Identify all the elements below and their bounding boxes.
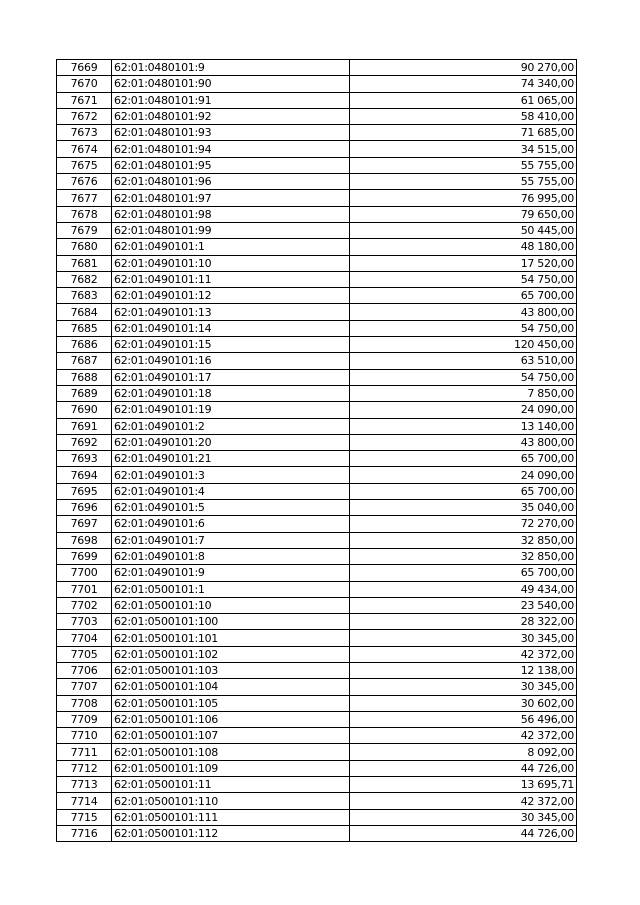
cadastral-number-cell: 62:01:0480101:91 (112, 92, 350, 108)
table-row (57, 108, 577, 124)
cadastral-number-cell: 62:01:0490101:5 (112, 500, 350, 516)
cadastral-number-cell: 62:01:0500101:112 (112, 825, 350, 841)
cadastral-value-cell: 12 138,00 (350, 662, 577, 678)
row-number-cell: 7715 (57, 809, 112, 825)
table-row (57, 451, 577, 467)
cadastral-value-cell: 42 372,00 (350, 646, 577, 662)
cadastral-value-cell: 44 726,00 (350, 760, 577, 776)
table-row (57, 711, 577, 727)
table-row (57, 157, 577, 173)
cadastral-number-cell: 62:01:0500101:111 (112, 809, 350, 825)
row-number-cell: 7670 (57, 76, 112, 92)
table-row (57, 467, 577, 483)
table-row (57, 141, 577, 157)
row-number-cell: 7700 (57, 565, 112, 581)
cadastral-value-cell: 17 520,00 (350, 255, 577, 271)
cadastral-value-cell: 30 345,00 (350, 630, 577, 646)
cadastral-number-cell: 62:01:0500101:104 (112, 679, 350, 695)
table-row (57, 337, 577, 353)
cadastral-number-cell: 62:01:0500101:101 (112, 630, 350, 646)
cadastral-value-cell: 65 700,00 (350, 451, 577, 467)
row-number-cell: 7716 (57, 825, 112, 841)
table-row (57, 255, 577, 271)
cadastral-number-cell: 62:01:0490101:16 (112, 353, 350, 369)
cadastral-value-cell: 23 540,00 (350, 597, 577, 613)
table-row (57, 222, 577, 238)
cadastral-number-cell: 62:01:0500101:100 (112, 614, 350, 630)
cadastral-value-cell: 30 345,00 (350, 809, 577, 825)
table-row (57, 288, 577, 304)
cadastral-value-cell: 49 434,00 (350, 581, 577, 597)
cadastral-number-cell: 62:01:0490101:13 (112, 304, 350, 320)
cadastral-value-cell: 65 700,00 (350, 288, 577, 304)
row-number-cell: 7714 (57, 793, 112, 809)
row-number-cell: 7672 (57, 108, 112, 124)
cadastral-value-cell: 32 850,00 (350, 532, 577, 548)
row-number-cell: 7695 (57, 483, 112, 499)
cadastral-number-cell: 62:01:0480101:98 (112, 206, 350, 222)
table-row (57, 662, 577, 678)
table-row (57, 402, 577, 418)
cadastral-value-cell: 32 850,00 (350, 548, 577, 564)
row-number-cell: 7677 (57, 190, 112, 206)
table-row (57, 60, 577, 76)
cadastral-number-cell: 62:01:0500101:11 (112, 777, 350, 793)
cadastral-number-cell: 62:01:0500101:1 (112, 581, 350, 597)
row-number-cell: 7685 (57, 320, 112, 336)
row-number-cell: 7697 (57, 516, 112, 532)
row-number-cell: 7702 (57, 597, 112, 613)
cadastral-number-cell: 62:01:0480101:95 (112, 157, 350, 173)
row-number-cell: 7693 (57, 451, 112, 467)
row-number-cell: 7704 (57, 630, 112, 646)
cadastral-number-cell: 62:01:0480101:9 (112, 60, 350, 76)
cadastral-number-cell: 62:01:0490101:11 (112, 271, 350, 287)
row-number-cell: 7703 (57, 614, 112, 630)
row-number-cell: 7694 (57, 467, 112, 483)
cadastral-value-cell: 44 726,00 (350, 825, 577, 841)
table-row (57, 483, 577, 499)
table-row (57, 581, 577, 597)
cadastral-number-cell: 62:01:0490101:20 (112, 434, 350, 450)
table-row (57, 825, 577, 841)
cadastral-value-cell: 76 995,00 (350, 190, 577, 206)
table-row (57, 516, 577, 532)
row-number-cell: 7676 (57, 174, 112, 190)
table-row (57, 385, 577, 401)
cadastral-number-cell: 62:01:0480101:93 (112, 125, 350, 141)
row-number-cell: 7678 (57, 206, 112, 222)
table-row (57, 630, 577, 646)
cadastral-value-cell: 54 750,00 (350, 320, 577, 336)
cadastral-value-cell: 42 372,00 (350, 793, 577, 809)
row-number-cell: 7682 (57, 271, 112, 287)
table-row (57, 777, 577, 793)
cadastral-number-cell: 62:01:0490101:17 (112, 369, 350, 385)
cadastral-number-cell: 62:01:0490101:2 (112, 418, 350, 434)
cadastral-number-cell: 62:01:0480101:94 (112, 141, 350, 157)
cadastral-number-cell: 62:01:0490101:1 (112, 239, 350, 255)
table-row (57, 76, 577, 92)
cadastral-number-cell: 62:01:0490101:9 (112, 565, 350, 581)
cadastral-value-cell: 8 092,00 (350, 744, 577, 760)
cadastral-value-cell: 7 850,00 (350, 385, 577, 401)
table-row (57, 728, 577, 744)
row-number-cell: 7671 (57, 92, 112, 108)
cadastral-number-cell: 62:01:0490101:15 (112, 337, 350, 353)
cadastral-value-cell: 120 450,00 (350, 337, 577, 353)
cadastral-number-cell: 62:01:0490101:8 (112, 548, 350, 564)
table-row (57, 532, 577, 548)
table-row (57, 239, 577, 255)
cadastral-value-cell: 50 445,00 (350, 222, 577, 238)
table-row (57, 614, 577, 630)
cadastral-value-cell: 63 510,00 (350, 353, 577, 369)
cadastral-number-cell: 62:01:0480101:92 (112, 108, 350, 124)
cadastral-value-cell: 42 372,00 (350, 728, 577, 744)
cadastral-number-cell: 62:01:0490101:12 (112, 288, 350, 304)
cadastral-number-cell: 62:01:0490101:10 (112, 255, 350, 271)
cadastral-value-cell: 58 410,00 (350, 108, 577, 124)
cadastral-value-cell: 43 800,00 (350, 304, 577, 320)
row-number-cell: 7707 (57, 679, 112, 695)
row-number-cell: 7674 (57, 141, 112, 157)
table-row (57, 695, 577, 711)
cadastral-value-cell: 56 496,00 (350, 711, 577, 727)
cadastral-value-cell: 71 685,00 (350, 125, 577, 141)
table-row (57, 744, 577, 760)
row-number-cell: 7699 (57, 548, 112, 564)
cadastral-number-cell: 62:01:0500101:102 (112, 646, 350, 662)
table-row (57, 190, 577, 206)
cadastral-number-cell: 62:01:0500101:109 (112, 760, 350, 776)
cadastral-number-cell: 62:01:0500101:105 (112, 695, 350, 711)
row-number-cell: 7701 (57, 581, 112, 597)
table-row (57, 125, 577, 141)
cadastral-value-table (56, 59, 577, 842)
table-row (57, 760, 577, 776)
table-row (57, 206, 577, 222)
cadastral-number-cell: 62:01:0490101:7 (112, 532, 350, 548)
row-number-cell: 7696 (57, 500, 112, 516)
table-body (57, 60, 577, 842)
row-number-cell: 7681 (57, 255, 112, 271)
row-number-cell: 7689 (57, 385, 112, 401)
cadastral-number-cell: 62:01:0490101:4 (112, 483, 350, 499)
table-row (57, 679, 577, 695)
cadastral-number-cell: 62:01:0480101:97 (112, 190, 350, 206)
row-number-cell: 7712 (57, 760, 112, 776)
cadastral-number-cell: 62:01:0500101:107 (112, 728, 350, 744)
cadastral-value-cell: 24 090,00 (350, 467, 577, 483)
table-row (57, 353, 577, 369)
cadastral-value-cell: 28 322,00 (350, 614, 577, 630)
table-row (57, 646, 577, 662)
cadastral-value-cell: 43 800,00 (350, 434, 577, 450)
cadastral-value-cell: 65 700,00 (350, 483, 577, 499)
cadastral-value-cell: 35 040,00 (350, 500, 577, 516)
cadastral-number-cell: 62:01:0490101:18 (112, 385, 350, 401)
cadastral-number-cell: 62:01:0490101:3 (112, 467, 350, 483)
cadastral-value-cell: 34 515,00 (350, 141, 577, 157)
table-row (57, 597, 577, 613)
cadastral-number-cell: 62:01:0480101:90 (112, 76, 350, 92)
row-number-cell: 7710 (57, 728, 112, 744)
row-number-cell: 7688 (57, 369, 112, 385)
row-number-cell: 7687 (57, 353, 112, 369)
row-number-cell: 7708 (57, 695, 112, 711)
table-row (57, 304, 577, 320)
cadastral-value-cell: 74 340,00 (350, 76, 577, 92)
row-number-cell: 7711 (57, 744, 112, 760)
row-number-cell: 7690 (57, 402, 112, 418)
table-row (57, 793, 577, 809)
row-number-cell: 7669 (57, 60, 112, 76)
table-row (57, 369, 577, 385)
table-row (57, 174, 577, 190)
cadastral-value-cell: 79 650,00 (350, 206, 577, 222)
cadastral-value-cell: 48 180,00 (350, 239, 577, 255)
cadastral-number-cell: 62:01:0480101:99 (112, 222, 350, 238)
cadastral-value-cell: 30 602,00 (350, 695, 577, 711)
table-row (57, 320, 577, 336)
cadastral-value-cell: 30 345,00 (350, 679, 577, 695)
cadastral-value-cell: 13 140,00 (350, 418, 577, 434)
cadastral-value-cell: 55 755,00 (350, 157, 577, 173)
row-number-cell: 7713 (57, 777, 112, 793)
cadastral-value-cell: 90 270,00 (350, 60, 577, 76)
cadastral-number-cell: 62:01:0500101:10 (112, 597, 350, 613)
cadastral-value-cell: 61 065,00 (350, 92, 577, 108)
cadastral-number-cell: 62:01:0500101:106 (112, 711, 350, 727)
row-number-cell: 7680 (57, 239, 112, 255)
cadastral-value-cell: 13 695,71 (350, 777, 577, 793)
row-number-cell: 7679 (57, 222, 112, 238)
cadastral-value-cell: 65 700,00 (350, 565, 577, 581)
cadastral-number-cell: 62:01:0480101:96 (112, 174, 350, 190)
cadastral-value-cell: 55 755,00 (350, 174, 577, 190)
cadastral-number-cell: 62:01:0490101:19 (112, 402, 350, 418)
row-number-cell: 7684 (57, 304, 112, 320)
row-number-cell: 7705 (57, 646, 112, 662)
cadastral-value-cell: 54 750,00 (350, 271, 577, 287)
row-number-cell: 7686 (57, 337, 112, 353)
cadastral-number-cell: 62:01:0490101:6 (112, 516, 350, 532)
table-row (57, 809, 577, 825)
row-number-cell: 7675 (57, 157, 112, 173)
cadastral-number-cell: 62:01:0500101:103 (112, 662, 350, 678)
table-row (57, 548, 577, 564)
row-number-cell: 7691 (57, 418, 112, 434)
table-row (57, 565, 577, 581)
cadastral-number-cell: 62:01:0500101:108 (112, 744, 350, 760)
table-row (57, 271, 577, 287)
cadastral-number-cell: 62:01:0490101:14 (112, 320, 350, 336)
row-number-cell: 7698 (57, 532, 112, 548)
cadastral-value-cell: 24 090,00 (350, 402, 577, 418)
row-number-cell: 7709 (57, 711, 112, 727)
table-row (57, 434, 577, 450)
table-row (57, 500, 577, 516)
row-number-cell: 7673 (57, 125, 112, 141)
cadastral-value-cell: 54 750,00 (350, 369, 577, 385)
row-number-cell: 7692 (57, 434, 112, 450)
cadastral-number-cell: 62:01:0500101:110 (112, 793, 350, 809)
cadastral-value-cell: 72 270,00 (350, 516, 577, 532)
row-number-cell: 7706 (57, 662, 112, 678)
table-row (57, 92, 577, 108)
cadastral-number-cell: 62:01:0490101:21 (112, 451, 350, 467)
row-number-cell: 7683 (57, 288, 112, 304)
table-row (57, 418, 577, 434)
